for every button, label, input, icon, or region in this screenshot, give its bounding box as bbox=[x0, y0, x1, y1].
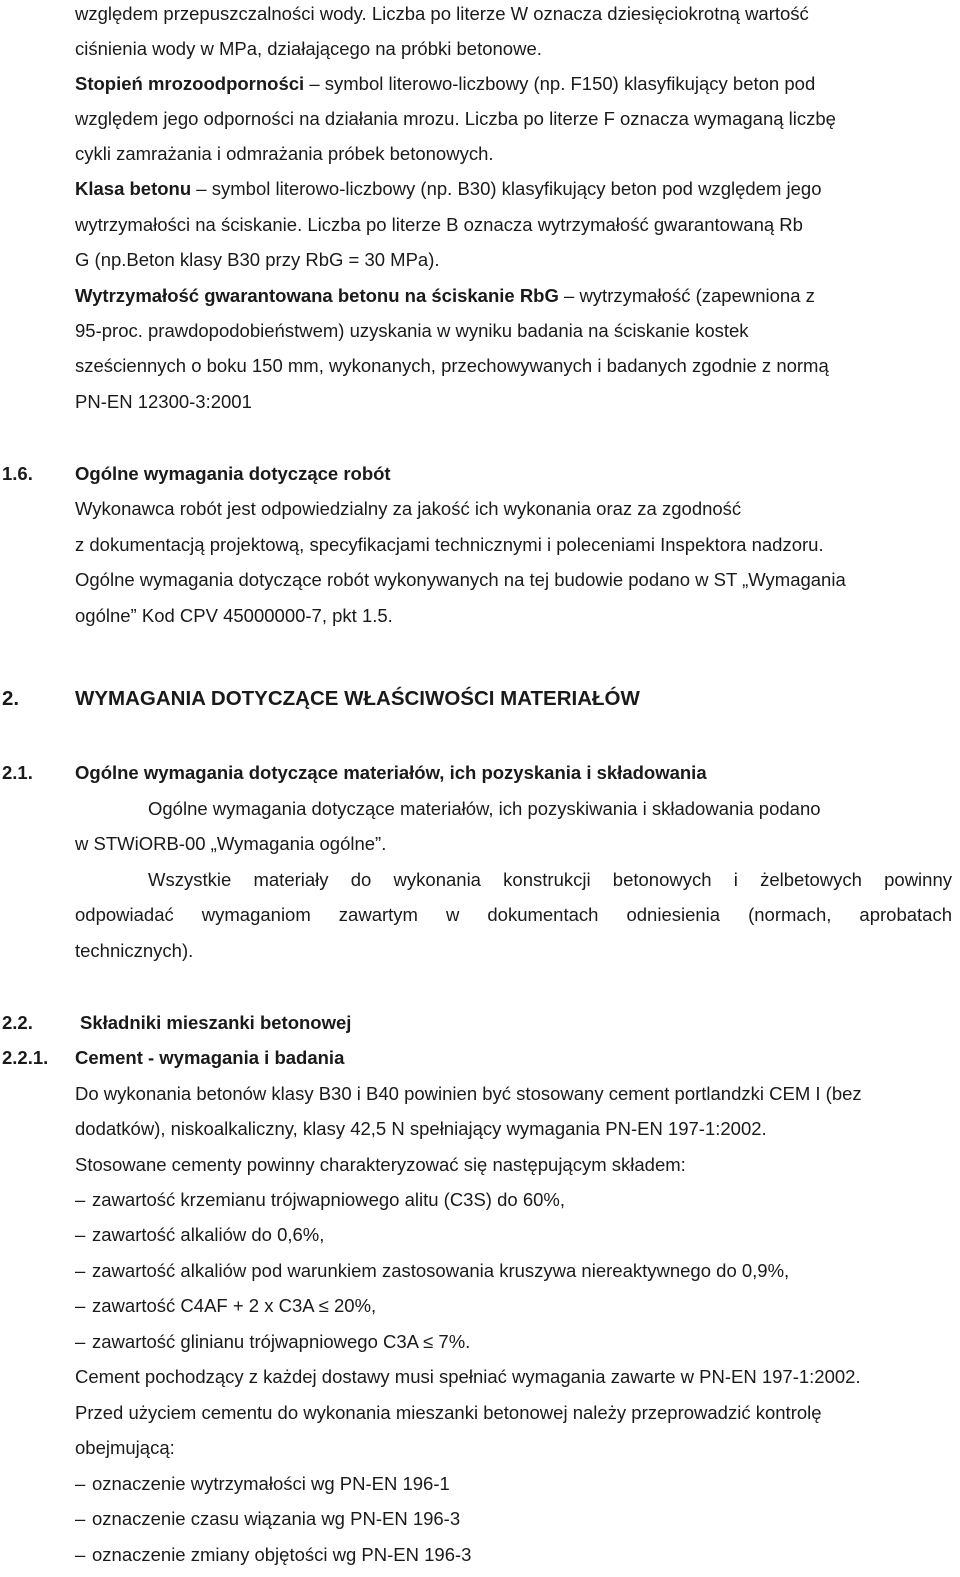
definition-frost bbox=[75, 72, 952, 96]
term-guaranteed-strength: Wytrzymałość gwarantowana betonu na ściskanie RbG bbox=[75, 285, 559, 306]
chapter-number: 2. bbox=[2, 687, 20, 710]
text-line: 95-proc. prawdopodobieństwem) uzyskania w wyniku badania na ściskanie kostek bbox=[75, 320, 749, 341]
list-item: – zawartość krzemianu trójwapniowego alitu (C3S) do 60%, bbox=[75, 1189, 565, 1210]
subsection-heading: Cement - wymagania i badania bbox=[75, 1047, 345, 1068]
definition-text: – symbol literowo-liczbowy (np. F150) klasyfikujący beton pod bbox=[304, 73, 816, 94]
text-line: Wszystkie materiały do wykonania konstrukcji betonowych i żelbetowych powinny bbox=[148, 869, 952, 890]
text-line: PN-EN 12300-3:2001 bbox=[75, 391, 252, 412]
text-line: technicznych). bbox=[75, 940, 194, 961]
text-line: cykli zamrażania i odmrażania próbek betonowych. bbox=[75, 143, 494, 164]
dash-bullet: – bbox=[75, 1331, 86, 1352]
section-number: 2.2. bbox=[2, 1012, 33, 1033]
text-line: względem przepuszczalności wody. Liczba po literze W oznacza dziesięciokrotną wartość bbox=[75, 3, 809, 24]
text-line: ciśnienia wody w MPa, działającego na próbki betonowe. bbox=[75, 38, 542, 59]
section-heading: Składniki mieszanki betonowej bbox=[80, 1012, 352, 1033]
list-item: – zawartość alkaliów do 0,6%, bbox=[75, 1224, 325, 1245]
text-line: dodatków), niskoalkaliczny, klasy 42,5 N spełniający wymagania PN-EN 197-1:2002. bbox=[75, 1118, 767, 1139]
text-line: Ogólne wymagania dotyczące materiałów, ich pozyskiwania i składowania podano bbox=[148, 798, 821, 819]
list-item: – oznaczenie czasu wiązania wg PN-EN 196-3 bbox=[75, 1508, 461, 1529]
chapter-heading: WYMAGANIA DOTYCZĄCE WŁAŚCIWOŚCI MATERIAŁÓW bbox=[75, 687, 640, 710]
dash-bullet: – bbox=[75, 1189, 86, 1210]
dash-bullet: – bbox=[75, 1224, 86, 1245]
list-item: – zawartość alkaliów pod warunkiem zastosowania kruszywa niereaktywnego do 0,9%, bbox=[75, 1260, 790, 1281]
text-line: z dokumentacją projektową, specyfikacjami technicznymi i poleceniami Inspektora nadzoru. bbox=[75, 534, 824, 555]
text-line: Cement pochodzący z każdej dostawy musi spełniać wymagania zawarte w PN-EN 197-1:2002. bbox=[75, 1366, 861, 1387]
text-line: Wykonawca robót jest odpowiedzialny za jakość ich wykonania oraz za zgodność bbox=[75, 498, 742, 519]
text-line: wytrzymałości na ściskanie. Liczba po literze B oznacza wytrzymałość gwarantowaną Rb bbox=[75, 214, 803, 235]
text-line: ogólne” Kod CPV 45000000-7, pkt 1.5. bbox=[75, 605, 393, 626]
list-item: – zawartość C4AF + 2 x C3A ≤ 20%, bbox=[75, 1295, 377, 1316]
definition-class bbox=[75, 177, 952, 201]
text-line: Do wykonania betonów klasy B30 i B40 powinien być stosowany cement portlandzki CEM I (bez bbox=[75, 1083, 862, 1104]
dash-bullet: – bbox=[75, 1544, 86, 1565]
dash-bullet: – bbox=[75, 1295, 86, 1316]
text-line: Przed użyciem cementu do wykonania mieszanki betonowej należy przeprowadzić kontrolę bbox=[75, 1402, 822, 1423]
text-line: Stosowane cementy powinny charakteryzować się następującym składem: bbox=[75, 1154, 686, 1175]
text-line: sześciennych o boku 150 mm, wykonanych, przechowywanych i badanych zgodnie z normą bbox=[75, 355, 829, 376]
text-line: obejmującą: bbox=[75, 1437, 175, 1458]
dash-bullet: – bbox=[75, 1260, 86, 1281]
definition-text: – wytrzymałość (zapewniona z bbox=[558, 285, 815, 306]
text-line: odpowiadać wymaganiom zawartym w dokumentach odniesienia (normach, aprobatach bbox=[75, 904, 952, 925]
section-heading: Ogólne wymagania dotyczące robót bbox=[75, 463, 391, 484]
section-number: 2.1. bbox=[2, 762, 33, 783]
definition-strength bbox=[75, 284, 952, 308]
section-number: 1.6. bbox=[2, 463, 33, 484]
term-frost-resistance: Stopień mrozoodporności bbox=[75, 73, 305, 94]
text-line: G (np.Beton klasy B30 przy RbG = 30 MPa). bbox=[75, 249, 440, 270]
text-line: Ogólne wymagania dotyczące robót wykonywanych na tej budowie podano w ST „Wymagania bbox=[75, 569, 846, 590]
term-concrete-class: Klasa betonu bbox=[75, 178, 192, 199]
text-line: względem jego odporności na działania mrozu. Liczba po literze F oznacza wymaganą liczbę bbox=[75, 108, 836, 129]
definition-text: – symbol literowo-liczbowy (np. B30) klasyfikujący beton pod względem jego bbox=[191, 178, 822, 199]
dash-bullet: – bbox=[75, 1508, 86, 1529]
section-heading: Ogólne wymagania dotyczące materiałów, ich pozyskania i składowania bbox=[75, 762, 707, 783]
dash-bullet: – bbox=[75, 1473, 86, 1494]
list-item: – oznaczenie wytrzymałości wg PN-EN 196-1 bbox=[75, 1473, 450, 1494]
list-item: – zawartość glinianu trójwapniowego C3A ≤ 7%. bbox=[75, 1331, 471, 1352]
subsection-number: 2.2.1. bbox=[2, 1047, 49, 1068]
text-line: w STWiORB-00 „Wymagania ogólne”. bbox=[75, 833, 387, 854]
list-item: – oznaczenie zmiany objętości wg PN-EN 196-3 bbox=[75, 1544, 472, 1565]
